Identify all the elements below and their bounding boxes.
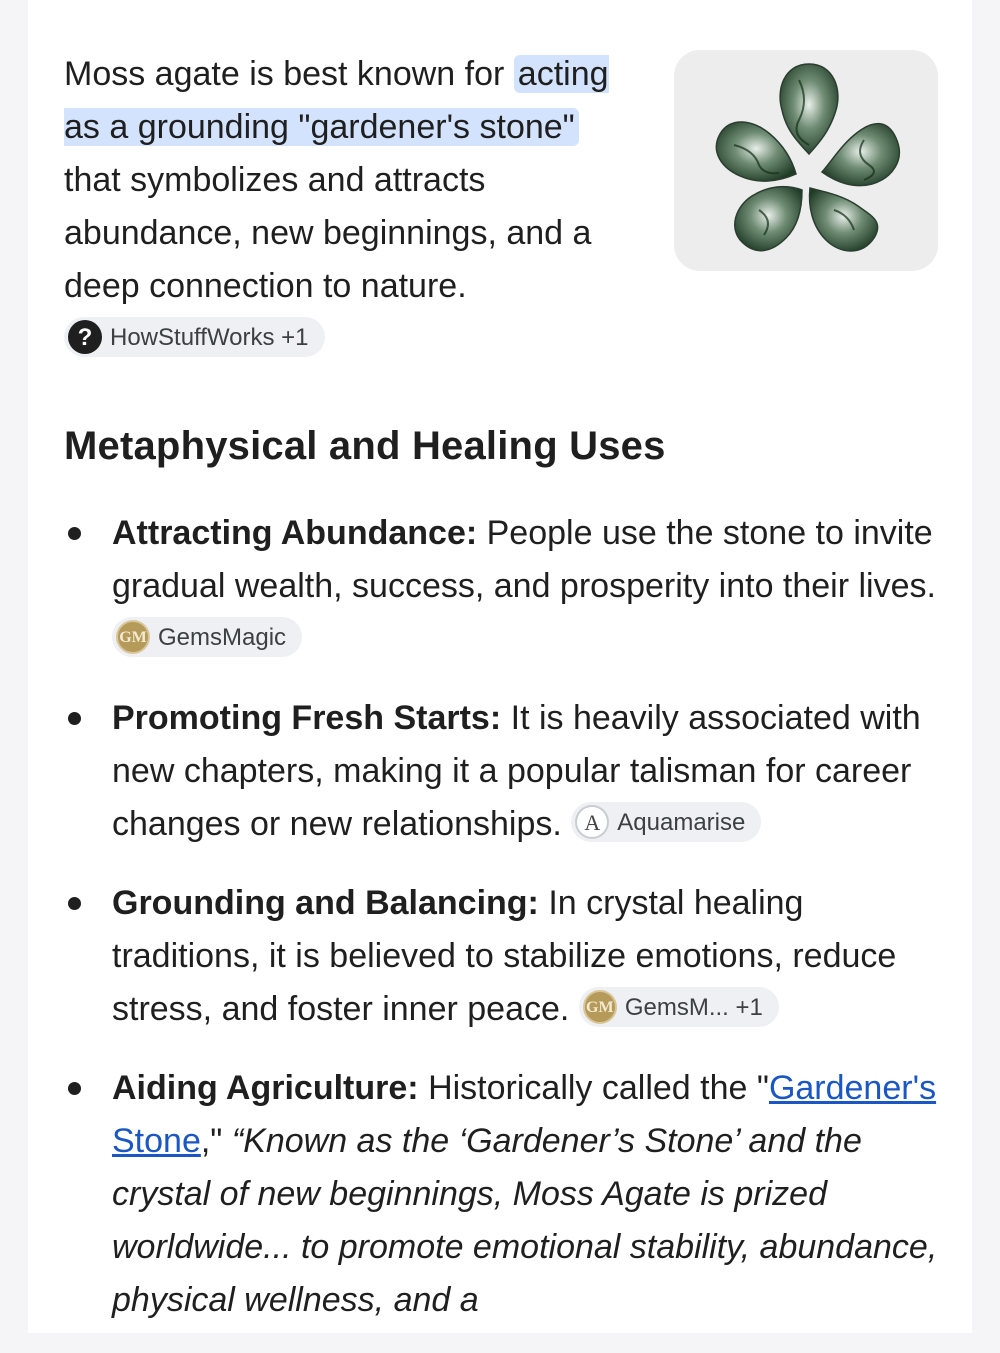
item-text: Historically called the "	[418, 1069, 769, 1107]
list-item	[64, 877, 944, 1036]
moss-agate-stones-image	[674, 50, 938, 271]
intro-text-end: that symbolizes and attracts abundance, new beginnings, and a deep connection to nature.	[64, 161, 592, 305]
list-item	[64, 1062, 944, 1327]
source-chip-gemsmagic-plus[interactable]	[579, 987, 779, 1027]
intro-text-start: Moss agate is best known for	[64, 55, 514, 93]
ai-overview-card	[28, 0, 972, 1333]
item-lead: Promoting Fresh Starts:	[112, 699, 502, 737]
source-chip-label: HowStuffWorks +1	[110, 323, 309, 351]
moss-agate-thumbnail[interactable]	[674, 50, 938, 271]
source-chip-aquamarise[interactable]	[571, 802, 761, 842]
gemsmagic-icon: GM	[583, 990, 617, 1024]
source-chip-howstuffworks[interactable]	[64, 317, 325, 357]
source-chip-label: Aquamarise	[617, 808, 746, 836]
aquamarise-icon: A	[575, 805, 609, 839]
item-lead: Aiding Agriculture:	[112, 1069, 419, 1107]
source-chip-label: GemsMagic	[158, 623, 287, 651]
section-heading: Metaphysical and Healing Uses	[64, 424, 666, 468]
intro-paragraph	[64, 48, 624, 366]
item-text: It is heavily associated with new chapters, making it a popular talisman for career changes or new relationships.	[112, 699, 921, 843]
item-lead: Attracting Abundance:	[112, 514, 478, 552]
intro-highlight[interactable]: acting as a grounding "gardener's stone"	[64, 55, 609, 146]
list-item	[64, 507, 944, 666]
item-text: People use the stone to invite gradual wealth, success, and prosperity into their lives.	[112, 514, 936, 605]
item-quote: “Known as the ‘Gardener’s Stone’ and the crystal of new beginnings, Moss Agate is prized worldwide... to promote emotional stability, abundance, physical wellness, and a	[112, 1122, 938, 1319]
howstuffworks-icon: ?	[68, 320, 102, 354]
item-text-after-link: ,"	[200, 1122, 232, 1160]
item-text: In crystal healing traditions, it is believed to stabilize emotions, reduce stress, and foster inner peace.	[112, 884, 897, 1028]
gardeners-stone-link[interactable]: Gardener's Stone	[112, 1069, 937, 1160]
uses-list	[64, 507, 944, 1353]
gemsmagic-icon: GM	[116, 620, 150, 654]
source-chip-label: GemsM... +1	[624, 993, 763, 1021]
source-chip-gemsmagic[interactable]	[112, 617, 302, 657]
list-item	[64, 692, 944, 851]
item-lead: Grounding and Balancing:	[112, 884, 539, 922]
